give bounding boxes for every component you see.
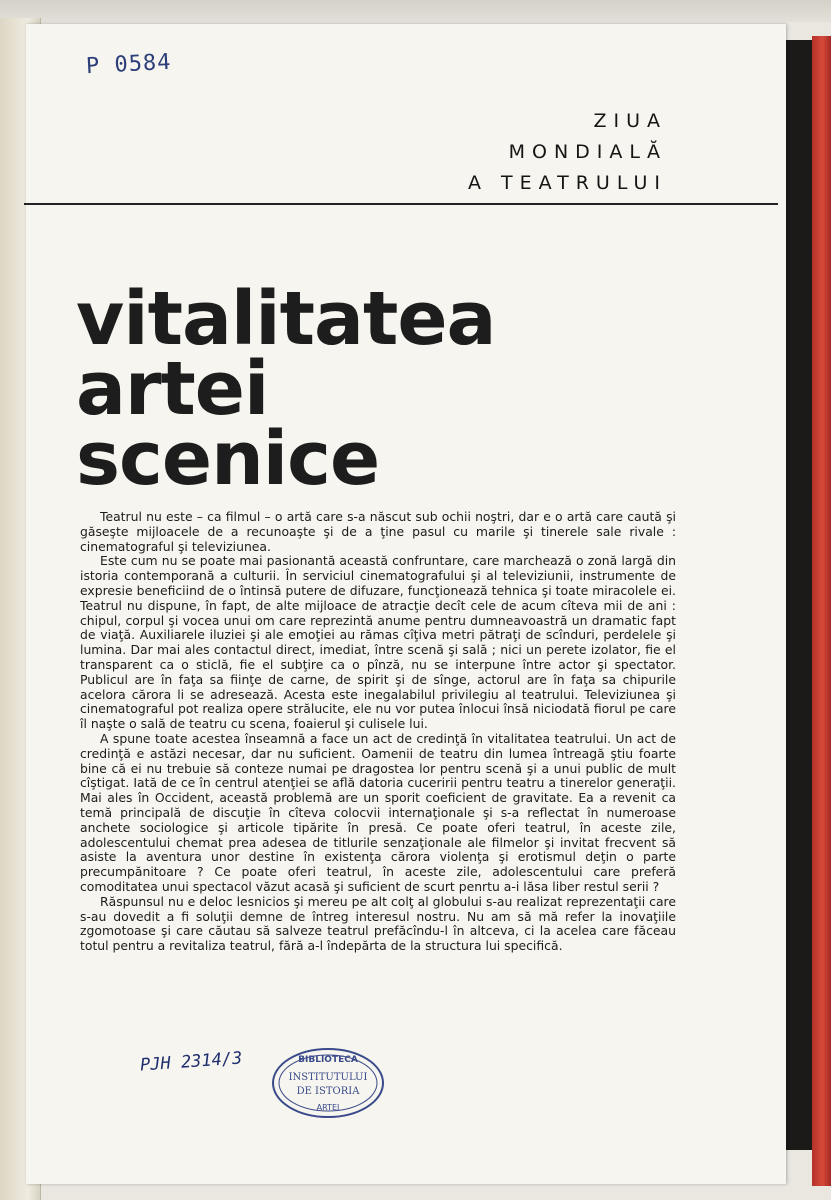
shelfmark-top: P 0584 [85,49,173,80]
header-line-1: ZIUA [593,110,667,132]
stamp-line-2: INSTITUTULUI [288,1072,368,1083]
paragraph-2: Este cum nu se poate mai pasionantă această confruntare, care marchează o zonă largă din istoria contemporană a culturii. În serviciul cinematografului şi al televiziunii, instrumente de expresie beneficiind de o întinsă putere de difuzare, funcţionează tehnica şi toate miracolele ei. Teatrul nu dispune, în fapt, de alte mijloace de atracţie decît cele de acum cîteva mii de ani : chipul, corpul şi vocea unui om care reprezintă anume pentru dumneavoastră un dramatic fapt de viaţă. Auxiliarele iluziei şi ale emoţiei au rămas cîţiva metri pătraţi de scînduri, perdelele şi lumina. Dar mai ales contactul direct, imediat, între scenă şi sală ; nici un perete izolator, fie el transparent ca o sticlă, fie el subţire ca o pînză, nu se interpune între actor şi spectator. Publicul are în faţa sa fiinţe de carne, de spirit şi de sînge, actorul are în faţa sa chipurile acelora cărora li se adresează. Acesta este inegalabilul privilegiu al teatrului. Televiziunea şi cinematograful pot realiza opere strălucite, ele nu vor putea înlocui însă niciodată fiorul pe care îl naşte o sală de teatru cu scena, foaierul şi culisele lui. [80,553,676,732]
stamp-line-3: DE ISTORIA [296,1086,360,1097]
stamp-line-1: BIBLIOTECA [298,1055,358,1065]
header-rule [24,203,778,205]
article-title [76,276,496,502]
section-header [468,106,667,199]
scan-edge-top [0,0,831,22]
paragraph-1: Teatrul nu este – ca filmul – o artă care s-a născut sub ochii noştri, dar e o artă care caută şi găseşte mijloacele de a recunoaşte şi de a ţine pasul cu marile şi tinerele sale rivale : cinematograful şi televiziunea. [80,509,676,554]
header-line-2: MONDIALĂ [508,141,667,163]
title-line-2: artei [76,346,269,432]
title-line-3: scenice [76,416,380,502]
red-cover-edge [812,36,831,1186]
paragraph-3: A spune toate acestea înseamnă a face un act de credinţă în vitalitatea teatrului. Un act de credinţă e astăzi necesar, dar nu suficient. Oamenii de teatru din lumea întreagă ştiu foarte bine că ei nu trebuie să conteze numai pe dragostea lor pentru scenă şi a unui public de mult cîştigat. Iată de ce în centrul atenţiei se află datoria cuceririi pentru teatru a tinerelor generaţii. Mai ales în Occident, această problemă are un sporit coeficient de gravitate. Ea a revenit ca temă principală de discuţie în cîteva colocvii internaţionale şi s-a reflectat în numeroase anchete sociologice şi articole tipărite în presă. Ce poate oferi teatrul, în aceste zile, adolescentului chemat prea adesea de titlurile senzaţionale ale filmelor şi invitat frecvent să asiste la aventura unor destine în existenţa cărora violenţa şi erotismul deţin o parte precumpănitoare ? Ce poate oferi teatrul, în aceste zile, adolescentului care preferă comoditatea unui spectacol văzut acasă şi suficient de scurt penrtu a-i lăsa liber restul serii ? [80,730,676,894]
header-line-3: A TEATRULUI [467,172,667,194]
article-body [80,510,676,954]
paragraph-4: Răspunsul nu e deloc lesnicios şi mereu pe alt colţ al globului s-au realizat reprezentaţii care s-au dovedit a fi soluţii demne de întreg interesul nostru. Nu am să mă refer la inovaţiile zgomotoase şi care căutau să salveze teatrul prefăcîndu-l în altceva, ci la acelea care făceau totul pentru a revitaliza teatrul, fără a-l îndepărta de la structura lui specifică. [80,893,676,954]
library-stamp [270,1046,386,1120]
title-line-1: vitalitatea [76,276,496,362]
shelfmark-bottom: PJH 2314/3 [139,1048,243,1076]
stamp-line-4: ARTEI [316,1103,340,1112]
